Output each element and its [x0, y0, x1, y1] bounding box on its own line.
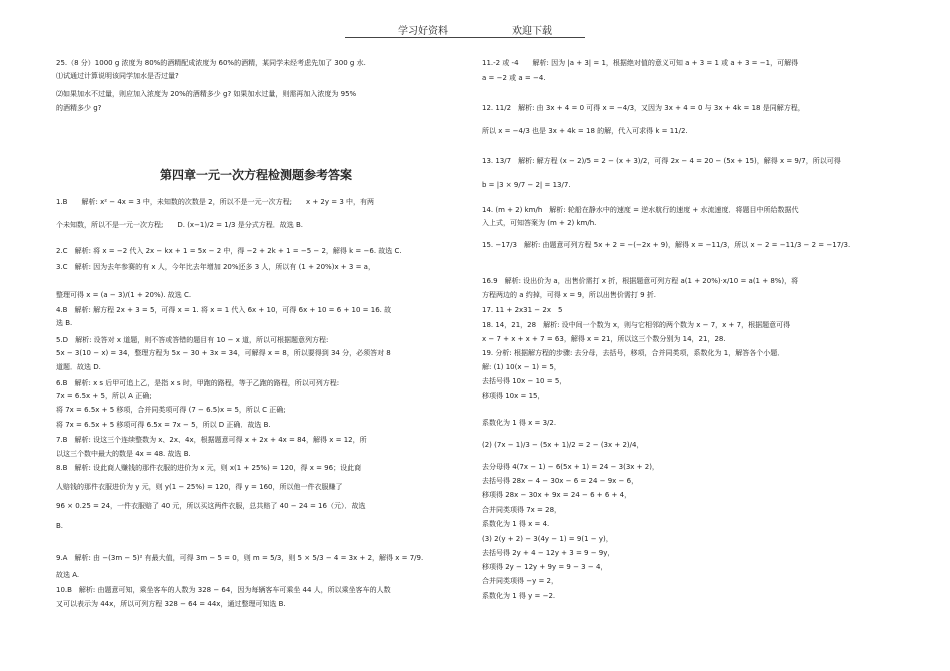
text-line: 去括号得 10x − 10 = 5，	[482, 377, 567, 385]
text-line: ⑴试通过计算说明该同学加水是否过量?	[56, 72, 179, 80]
text-line: 合并同类项得 −y = 2，	[482, 577, 559, 585]
text-line: 个未知数，所以不是一元一次方程; D. (x−1)/2 = 1/3 是分式方程．故选 B.	[56, 221, 303, 229]
text-line: 整理可得 x = (a − 3)/(1 + 20%). 故选 C.	[56, 291, 192, 299]
text-line: 12. 11/2 解析: 由 3x + 4 = 0 可得 x = −4/3，又因为 3x + 4 = 0 与 3x + 4k = 18 是同解方程，	[482, 104, 805, 112]
text-line: (2) (7x − 1)/3 − (5x + 1)/2 = 2 − (3x + 2)/4，	[482, 441, 644, 449]
text-line: 3.C 解析: 因为去年参赛的有 x 人，今年比去年增加 20%还多 3 人，所以有 (1 + 20%)x + 3 = a，	[56, 263, 375, 271]
text-line: 人赔钱的那件衣服进价为 y 元，则 y(1 − 25%) = 120，得 y = 160，所以他一件衣服赚了	[56, 483, 343, 491]
text-line: 去括号得 2y + 4 − 12y + 3 = 9 − 9y，	[482, 549, 615, 557]
text-line: 7x = 6.5x + 5，所以 A 正确;	[56, 392, 152, 400]
text-line: 14. (m + 2) km/h 解析: 轮船在静水中的速度 = 逆水航行的速度 + 水流速度．将题目中所给数据代	[482, 206, 799, 214]
text-line: 7.B 解析: 设这三个连续整数为 x、2x、4x，根据题意可得 x + 2x + 4x = 84，解得 x = 12，所	[56, 436, 367, 444]
text-line: 4.B 解析: 解方程 2x + 3 = 5，可得 x = 1. 将 x = 1 代入 6x + 10，可得 6x + 10 = 6 + 10 = 16. 故	[56, 306, 392, 314]
text-line: 移项得 28x − 30x + 9x = 24 − 6 + 6 + 4，	[482, 491, 632, 499]
text-line: 1.B 解析: x² − 4x = 3 中，未知数的次数是 2，所以不是一元一次方程; x + 2y = 3 中，有两	[56, 198, 375, 206]
text-line: 的酒精多少 g?	[56, 104, 102, 112]
text-line: 又可以表示为 44x，所以可列方程 328 − 64 = 44x，通过整理可知选 B.	[56, 600, 286, 608]
text-line: 13. 13/7 解析: 解方程 (x − 2)/5 = 2 − (x + 3)/2，可得 2x − 4 = 20 − (5x + 15)，解得 x = 9/7，所以可得	[482, 157, 841, 165]
text-line: 将 7x = 6.5x + 5 移项可得 6.5x = 7x − 5，所以 D 正确．故选 B.	[56, 421, 271, 429]
text-line: 选 B.	[56, 319, 73, 327]
text-line: 25.（8 分）1000 g 浓度为 80%的酒精配成浓度为 60%的酒精，某同学未经考虑先加了 300 g 水.	[56, 59, 366, 67]
page-header	[0, 22, 950, 38]
text-line: 9.A 解析: 由 −(3m − 5)² 有最大值，可得 3m − 5 = 0，则 m = 5/3，则 5 × 5/3 − 4 = 3x + 2，解得 x = 7/9.	[56, 554, 424, 562]
text-line: 2.C 解析: 将 x = −2 代入 2x − kx + 1 = 5x − 2 中，得 −2 + 2k + 1 = −5 − 2，解得 k = −6. 故选 C.	[56, 247, 402, 255]
text-line: 解: (1) 10(x − 1) = 5，	[482, 363, 561, 371]
text-line: 11.-2 或 -4 解析: 因为 |a + 3| = 1，根据绝对值的意义可知 a + 3 = 1 或 a + 3 = −1，可解得	[482, 59, 799, 67]
text-line: B.	[56, 522, 64, 530]
text-line: 96 × 0.25 = 24，一件衣服赔了 40 元，所以买这两件衣服，总共赔了 40 − 24 = 16（元）．故选	[56, 502, 366, 510]
text-line: 移项得 10x = 15，	[482, 392, 545, 400]
text-line: 18. 14，21，28 解析: 设中间一个数为 x，则与它相邻的两个数为 x − 7，x + 7，根据题意可得	[482, 321, 791, 329]
text-line: 19. 分析: 根据解方程的步骤: 去分母，去括号，移项，合并同类项，系数化为 1，解答各个小题．	[482, 349, 785, 357]
text-line: 5x − 3(10 − x) = 34，整理方程为 5x − 30 + 3x = 34，可解得 x = 8，所以要得到 34 分，必须答对 8	[56, 349, 391, 357]
header-rule	[345, 37, 585, 38]
text-line: 8.B 解析: 设此商人赚钱的那件衣服的进价为 x 元，则 x(1 + 25%) = 120，得 x = 96；设此商	[56, 464, 362, 472]
text-line: 15. −17/3 解析: 由题意可列方程 5x + 2 = −(−2x + 9)，解得 x = −11/3，所以 x − 2 = −11/3 − 2 = −17/3.	[482, 241, 851, 249]
text-line: 系数化为 1 得 y = −2.	[482, 592, 556, 600]
text-line: 移项得 2y − 12y + 9y = 9 − 3 − 4，	[482, 563, 608, 571]
header-left-text: 学习好资料	[398, 26, 448, 37]
text-line: 系数化为 1 得 x = 4.	[482, 520, 550, 528]
text-line: x − 7 + x + x + 7 = 63，解得 x = 21，所以这三个数分别为 14，21，28.	[482, 335, 726, 343]
header-right-text: 欢迎下载	[512, 26, 552, 37]
text-line: a = −2 或 a = −4.	[482, 74, 546, 82]
text-line: 故选 A.	[56, 571, 80, 579]
text-line: 系数化为 1 得 x = 3/2.	[482, 419, 557, 427]
text-line: 以这三个数中最大的数是 4x = 48. 故选 B.	[56, 450, 191, 458]
text-line: 去分母得 4(7x − 1) − 6(5x + 1) = 24 − 3(3x + 2)，	[482, 463, 659, 471]
text-line: 道题．故选 D.	[56, 363, 101, 371]
text-line: ⑵如果加水不过量，则应加入浓度为 20%的酒精多少 g? 如果加水过量，则需再加入浓度为 95%	[56, 90, 357, 98]
text-line: 方程两边的 a 约掉，可得 x = 9，所以出售价需打 9 折.	[482, 291, 657, 299]
section-title: 第四章一元一次方程检测题参考答案	[160, 168, 353, 182]
text-line: 16.9 解析: 设出价为 a，出售价需打 x 折，根据题意可列方程 a(1 + 20%)·x/10 = a(1 + 8%)，将	[482, 277, 799, 285]
text-line: 去括号得 28x − 4 − 30x − 6 = 24 − 9x − 6，	[482, 477, 639, 485]
text-line: 10.B 解析: 由题意可知，乘坐客车的人数为 328 − 64，因为每辆客车可乘坐 44 人，所以乘坐客车的人数	[56, 586, 391, 594]
text-line: 入上式，可知答案为 (m + 2) km/h.	[482, 219, 597, 227]
text-line: b = |3 × 9/7 − 2| = 13/7.	[482, 181, 571, 189]
text-line: (3) 2(y + 2) − 3(4y − 1) = 9(1 − y)，	[482, 535, 613, 543]
text-line: 17. 11 + 2x31 − 2x 5	[482, 306, 563, 314]
text-line: 6.B 解析: x s 后甲可追上乙，是指 x s 时，甲跑的路程，等于乙跑的路程，所以可列方程:	[56, 379, 340, 387]
text-line: 合并同类项得 7x = 28，	[482, 506, 562, 514]
text-line: 5.D 解析: 设答对 x 道题，则不答或答错的题目有 10 − x 道，所以可根据题意列方程:	[56, 336, 329, 344]
text-line: 所以 x = −4/3 也是 3x + 4k = 18 的解，代入可求得 k = 11/2.	[482, 127, 688, 135]
text-line: 将 7x = 6.5x + 5 移项，合并同类项可得 (7 − 6.5)x = 5，所以 C 正确;	[56, 406, 286, 414]
